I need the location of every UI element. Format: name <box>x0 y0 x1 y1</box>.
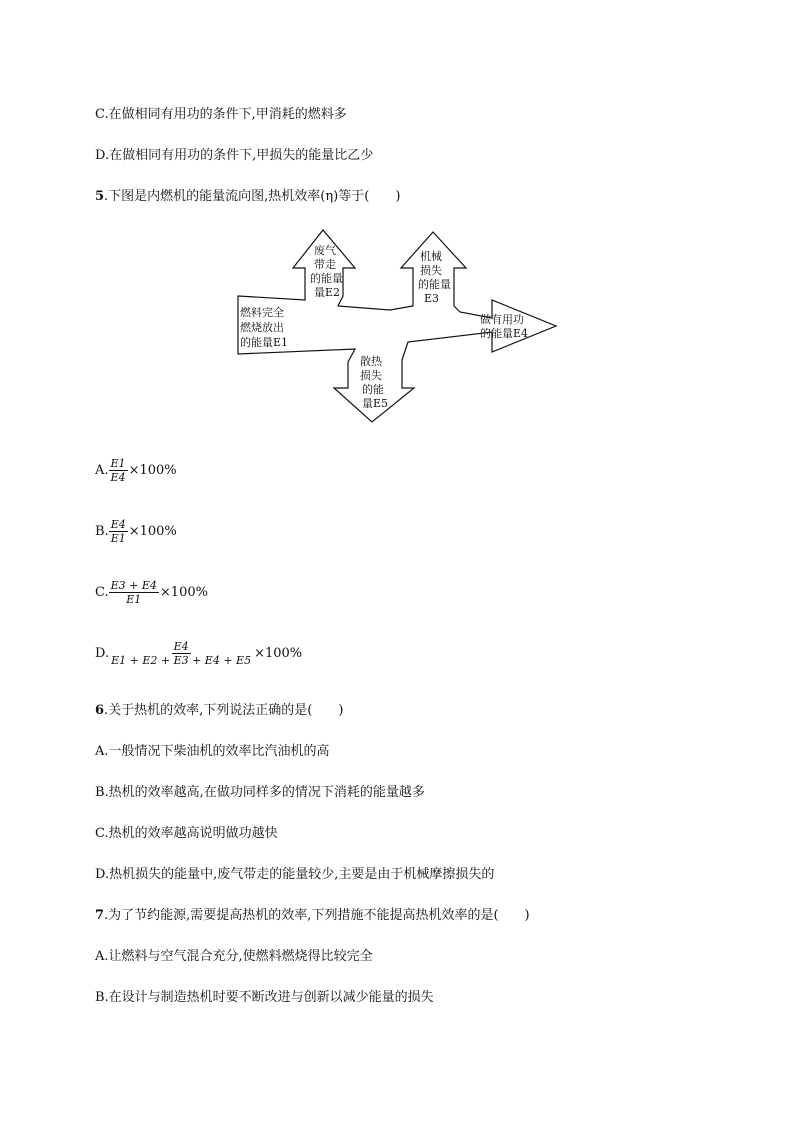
heat-line-3: 的能 <box>362 383 384 396</box>
exhaust-line-4: 量E2 <box>314 286 341 299</box>
mechanical-line-2: 损失 <box>420 264 442 277</box>
exhaust-line-3: 的能量 <box>310 272 343 285</box>
option-b-q5 <box>95 518 177 545</box>
exhaust-line-2: 带走 <box>314 258 336 271</box>
percent-suffix: ×100% <box>254 646 303 661</box>
denominator: E4 <box>110 471 126 484</box>
numerator: E4 <box>110 518 126 531</box>
option-label: C. <box>95 585 109 600</box>
useful-line-2: 的能量E4 <box>480 327 529 340</box>
mechanical-line-1: 机械 <box>420 250 442 263</box>
fraction <box>109 457 128 484</box>
option-c-q4: C.在做相同有用功的条件下,甲消耗的燃料多 <box>95 107 347 122</box>
option-b-q6: B.热机的效率越高,在做功同样多的情况下消耗的能量越多 <box>95 785 425 800</box>
option-c-q5 <box>95 579 208 606</box>
fraction <box>109 579 159 606</box>
question-text: .关于热机的效率,下列说法正确的是( ) <box>104 703 344 718</box>
denominator: E1 <box>126 593 142 606</box>
numerator: E1 <box>110 457 126 470</box>
heat-line-1: 散热 <box>360 355 382 368</box>
heat-line-2: 损失 <box>360 369 382 382</box>
numerator: E4 <box>173 640 189 653</box>
source-line-1: 燃料完全 <box>240 306 284 319</box>
option-d-q6: D.热机损失的能量中,废气带走的能量较少,主要是由于机械摩擦损失的 <box>95 867 495 882</box>
question-5 <box>95 185 400 204</box>
question-text: .下图是内燃机的能量流向图,热机效率(η)等于( ) <box>104 189 401 204</box>
useful-line-1: 做有用功 <box>480 313 524 326</box>
question-number: 6 <box>95 703 105 718</box>
option-label: D. <box>95 646 110 661</box>
percent-suffix: ×100% <box>159 585 208 600</box>
question-number: 7 <box>95 908 105 923</box>
option-d-q4: D.在做相同有用功的条件下,甲损失的能量比乙少 <box>95 148 374 163</box>
option-label: A. <box>95 463 109 478</box>
source-line-3: 的能量E1 <box>240 336 289 349</box>
exhaust-line-1: 废气 <box>314 244 336 257</box>
energy-flow-diagram <box>230 222 565 427</box>
question-number: 5 <box>95 189 105 204</box>
option-d-q5 <box>95 640 302 667</box>
option-label: B. <box>95 524 109 539</box>
fraction <box>109 640 253 667</box>
mechanical-line-4: E3 <box>424 292 440 305</box>
numerator: E3 + E4 <box>110 579 157 592</box>
flow-arrows-shape <box>238 230 556 422</box>
denominator: E1 + E2 + E3 + E4 + E5 <box>111 654 252 667</box>
source-energy-label <box>240 305 288 349</box>
question-text: .为了节约能源,需要提高热机的效率,下列措施不能提高热机效率的是( ) <box>104 908 530 923</box>
percent-suffix: ×100% <box>128 524 177 539</box>
mechanical-line-3: 的能量 <box>418 278 451 291</box>
percent-suffix: ×100% <box>128 463 177 478</box>
option-c-q6: C.热机的效率越高说明做功越快 <box>95 826 278 841</box>
question-6 <box>95 699 343 718</box>
option-b-q7: B.在设计与制造热机时要不断改进与创新以减少能量的损失 <box>95 990 434 1005</box>
option-a-q5 <box>95 457 177 484</box>
heat-line-4: 量E5 <box>362 397 389 410</box>
source-line-2: 燃烧放出 <box>240 321 284 334</box>
option-a-q7: A.让燃料与空气混合充分,使燃料燃烧得比较完全 <box>95 949 373 964</box>
fraction <box>109 518 128 545</box>
option-a-q6: A.一般情况下柴油机的效率比汽油机的高 <box>95 744 330 759</box>
question-7 <box>95 904 530 923</box>
denominator: E1 <box>110 532 126 545</box>
